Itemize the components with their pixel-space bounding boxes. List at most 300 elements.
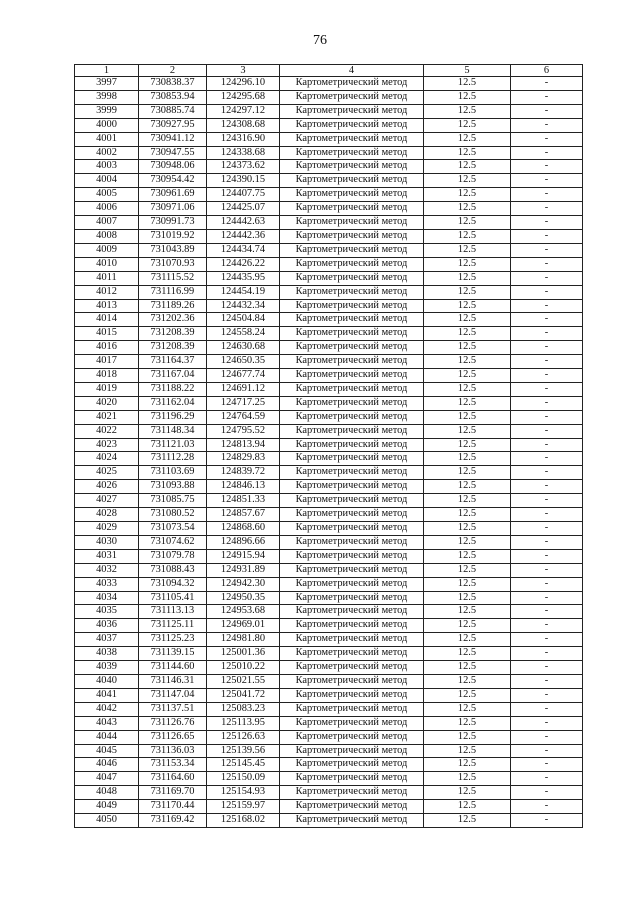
table-row <box>75 508 583 522</box>
table-cell: 124846.13 <box>207 480 280 494</box>
table-cell: 125010.22 <box>207 661 280 675</box>
table-cell: Картометрический метод <box>280 438 424 452</box>
table-cell: Картометрический метод <box>280 563 424 577</box>
table-cell: 730885.74 <box>139 104 207 118</box>
table-cell: 12.5 <box>424 77 511 91</box>
table-row <box>75 661 583 675</box>
table-cell: - <box>511 744 583 758</box>
table-cell: Картометрический метод <box>280 674 424 688</box>
table-cell: 12.5 <box>424 549 511 563</box>
table-cell: 731126.76 <box>139 716 207 730</box>
table-cell: - <box>511 633 583 647</box>
table-cell: 124839.72 <box>207 466 280 480</box>
table-cell: 124795.52 <box>207 424 280 438</box>
table-cell: - <box>511 466 583 480</box>
table-cell: 124764.59 <box>207 410 280 424</box>
table-cell: 12.5 <box>424 688 511 702</box>
table-cell: - <box>511 202 583 216</box>
column-header: 4 <box>280 65 424 77</box>
table-cell: 12.5 <box>424 661 511 675</box>
table-cell: 12.5 <box>424 146 511 160</box>
table-cell: 124296.10 <box>207 77 280 91</box>
table-row <box>75 688 583 702</box>
table-header-row <box>75 65 583 77</box>
table-cell: Картометрический метод <box>280 90 424 104</box>
table-row <box>75 563 583 577</box>
table-cell: 12.5 <box>424 800 511 814</box>
table-cell: 12.5 <box>424 313 511 327</box>
table-cell: - <box>511 160 583 174</box>
table-cell: 124295.68 <box>207 90 280 104</box>
table-row <box>75 271 583 285</box>
table-cell: 4042 <box>75 702 139 716</box>
table-row <box>75 410 583 424</box>
table-row <box>75 396 583 410</box>
table-cell: Картометрический метод <box>280 549 424 563</box>
table-cell: 4004 <box>75 174 139 188</box>
table-cell: - <box>511 549 583 563</box>
table-cell: 124942.30 <box>207 577 280 591</box>
table-cell: 124717.25 <box>207 396 280 410</box>
table-cell: 731189.26 <box>139 299 207 313</box>
table-cell: 731147.04 <box>139 688 207 702</box>
table-cell: 731073.54 <box>139 522 207 536</box>
table-cell: Картометрический метод <box>280 104 424 118</box>
table-cell: 4036 <box>75 619 139 633</box>
table-row <box>75 772 583 786</box>
table-cell: 12.5 <box>424 702 511 716</box>
table-row <box>75 382 583 396</box>
table-cell: 124915.94 <box>207 549 280 563</box>
table-cell: Картометрический метод <box>280 285 424 299</box>
table-cell: 12.5 <box>424 480 511 494</box>
table-cell: 12.5 <box>424 716 511 730</box>
column-header: 6 <box>511 65 583 77</box>
table-row <box>75 355 583 369</box>
table-cell: 4001 <box>75 132 139 146</box>
table-row <box>75 313 583 327</box>
table-row <box>75 452 583 466</box>
table-cell: Картометрический метод <box>280 466 424 480</box>
table-cell: 4038 <box>75 647 139 661</box>
table-cell: 4019 <box>75 382 139 396</box>
table-cell: Картометрический метод <box>280 202 424 216</box>
table-cell: Картометрический метод <box>280 77 424 91</box>
table-cell: 124896.66 <box>207 535 280 549</box>
table-cell: 4025 <box>75 466 139 480</box>
table-cell: 731070.93 <box>139 257 207 271</box>
table-row <box>75 814 583 828</box>
table-cell: - <box>511 271 583 285</box>
table-cell: Картометрический метод <box>280 522 424 536</box>
table-cell: 730954.42 <box>139 174 207 188</box>
table-cell: 731019.92 <box>139 229 207 243</box>
table-cell: 12.5 <box>424 674 511 688</box>
table-cell: - <box>511 730 583 744</box>
table-cell: 731074.62 <box>139 535 207 549</box>
table-cell: 730927.95 <box>139 118 207 132</box>
table-row <box>75 591 583 605</box>
table-cell: Картометрический метод <box>280 369 424 383</box>
table-cell: - <box>511 619 583 633</box>
table-cell: 4043 <box>75 716 139 730</box>
table-cell: Картометрический метод <box>280 355 424 369</box>
table-cell: 731103.69 <box>139 466 207 480</box>
table-cell: 125083.23 <box>207 702 280 716</box>
table-cell: 12.5 <box>424 508 511 522</box>
table-cell: 12.5 <box>424 772 511 786</box>
table-cell: Картометрический метод <box>280 800 424 814</box>
page-number: 76 <box>313 33 327 48</box>
table-row <box>75 702 583 716</box>
table-cell: 731116.99 <box>139 285 207 299</box>
table-cell: 12.5 <box>424 257 511 271</box>
table-cell: - <box>511 786 583 800</box>
table-cell: 12.5 <box>424 243 511 257</box>
table-cell: 731169.42 <box>139 814 207 828</box>
table-cell: 12.5 <box>424 132 511 146</box>
table-cell: Картометрический метод <box>280 257 424 271</box>
table-cell: 731148.34 <box>139 424 207 438</box>
table-cell: 12.5 <box>424 202 511 216</box>
table-cell: 12.5 <box>424 786 511 800</box>
table-cell: Картометрический метод <box>280 688 424 702</box>
table-cell: 12.5 <box>424 577 511 591</box>
table-cell: 12.5 <box>424 355 511 369</box>
table-row <box>75 549 583 563</box>
table-cell: 12.5 <box>424 730 511 744</box>
table-cell: 12.5 <box>424 494 511 508</box>
table-cell: 12.5 <box>424 229 511 243</box>
table-cell: Картометрический метод <box>280 508 424 522</box>
table-cell: 731112.28 <box>139 452 207 466</box>
table-cell: 124851.33 <box>207 494 280 508</box>
table-row <box>75 327 583 341</box>
table-cell: Картометрический метод <box>280 772 424 786</box>
table-cell: 124868.60 <box>207 522 280 536</box>
table-cell: 4017 <box>75 355 139 369</box>
table-cell: 12.5 <box>424 535 511 549</box>
table-cell: 731208.39 <box>139 327 207 341</box>
table-cell: 4039 <box>75 661 139 675</box>
table-cell: 4046 <box>75 758 139 772</box>
table-cell: 124950.35 <box>207 591 280 605</box>
table-cell: Картометрический метод <box>280 633 424 647</box>
table-cell: 124813.94 <box>207 438 280 452</box>
table-cell: Картометрический метод <box>280 216 424 230</box>
table-row <box>75 535 583 549</box>
table-row <box>75 800 583 814</box>
table-cell: 731144.60 <box>139 661 207 675</box>
table-cell: 731153.34 <box>139 758 207 772</box>
table-cell: 4044 <box>75 730 139 744</box>
table-cell: 731162.04 <box>139 396 207 410</box>
table-cell: 124504.84 <box>207 313 280 327</box>
table-cell: 4021 <box>75 410 139 424</box>
table-cell: 4013 <box>75 299 139 313</box>
table-cell: Картометрический метод <box>280 382 424 396</box>
table-cell: - <box>511 216 583 230</box>
table-cell: 731146.31 <box>139 674 207 688</box>
table-cell: Картометрический метод <box>280 730 424 744</box>
table-cell: 125145.45 <box>207 758 280 772</box>
table-cell: 124691.12 <box>207 382 280 396</box>
table-cell: 731188.22 <box>139 382 207 396</box>
table-cell: Картометрический метод <box>280 132 424 146</box>
table-cell: - <box>511 313 583 327</box>
table-cell: - <box>511 188 583 202</box>
table-cell: - <box>511 702 583 716</box>
table-cell: 4040 <box>75 674 139 688</box>
table-cell: - <box>511 146 583 160</box>
column-header: 5 <box>424 65 511 77</box>
table-cell: 12.5 <box>424 633 511 647</box>
table-row <box>75 744 583 758</box>
table-cell: Картометрический метод <box>280 591 424 605</box>
table-cell: - <box>511 424 583 438</box>
table-cell: Картометрический метод <box>280 647 424 661</box>
table-cell: 731125.23 <box>139 633 207 647</box>
table-cell: Картометрический метод <box>280 188 424 202</box>
table-cell: 124432.34 <box>207 299 280 313</box>
table-cell: 4024 <box>75 452 139 466</box>
table-cell: 12.5 <box>424 369 511 383</box>
table-row <box>75 619 583 633</box>
table-cell: 4028 <box>75 508 139 522</box>
table-cell: 12.5 <box>424 382 511 396</box>
table-cell: 731125.11 <box>139 619 207 633</box>
table-cell: 4049 <box>75 800 139 814</box>
table-cell: - <box>511 758 583 772</box>
table-cell: 4018 <box>75 369 139 383</box>
table-cell: Картометрический метод <box>280 452 424 466</box>
table-cell: 4020 <box>75 396 139 410</box>
table-cell: Картометрический метод <box>280 758 424 772</box>
table-cell: - <box>511 591 583 605</box>
table-row <box>75 257 583 271</box>
table-cell: 4000 <box>75 118 139 132</box>
table-cell: 125139.56 <box>207 744 280 758</box>
table-cell: 12.5 <box>424 647 511 661</box>
table-cell: 4014 <box>75 313 139 327</box>
table-cell: Картометрический метод <box>280 341 424 355</box>
table-cell: - <box>511 438 583 452</box>
table-cell: 4006 <box>75 202 139 216</box>
table-cell: Картометрический метод <box>280 661 424 675</box>
table-cell: - <box>511 90 583 104</box>
table-cell: 124981.80 <box>207 633 280 647</box>
table-cell: 4048 <box>75 786 139 800</box>
table-cell: 731164.37 <box>139 355 207 369</box>
table-cell: 731115.52 <box>139 271 207 285</box>
table-cell: 125154.93 <box>207 786 280 800</box>
table-cell: - <box>511 355 583 369</box>
table-cell: 4009 <box>75 243 139 257</box>
table-cell: - <box>511 174 583 188</box>
table-cell: - <box>511 674 583 688</box>
table-cell: 12.5 <box>424 160 511 174</box>
table-cell: 4016 <box>75 341 139 355</box>
table-row <box>75 229 583 243</box>
table-row <box>75 104 583 118</box>
table-cell: 12.5 <box>424 104 511 118</box>
table-cell: 4045 <box>75 744 139 758</box>
table-cell: - <box>511 341 583 355</box>
table-cell: 12.5 <box>424 327 511 341</box>
table-cell: 125159.97 <box>207 800 280 814</box>
table-cell: - <box>511 382 583 396</box>
table-cell: 124931.89 <box>207 563 280 577</box>
table-cell: 125150.09 <box>207 772 280 786</box>
table-cell: 731164.60 <box>139 772 207 786</box>
table-cell: 4007 <box>75 216 139 230</box>
table-cell: 4008 <box>75 229 139 243</box>
table-cell: 12.5 <box>424 118 511 132</box>
table-cell: 4047 <box>75 772 139 786</box>
table-cell: Картометрический метод <box>280 577 424 591</box>
table-cell: - <box>511 104 583 118</box>
table-cell: 124297.12 <box>207 104 280 118</box>
table-cell: 4010 <box>75 257 139 271</box>
table-cell: 124953.68 <box>207 605 280 619</box>
coordinates-table <box>74 64 583 828</box>
table-cell: Картометрический метод <box>280 716 424 730</box>
table-cell: Картометрический метод <box>280 410 424 424</box>
table-cell: 12.5 <box>424 90 511 104</box>
table-cell: - <box>511 494 583 508</box>
table-cell: Картометрический метод <box>280 424 424 438</box>
table-cell: 4011 <box>75 271 139 285</box>
table-cell: 124426.22 <box>207 257 280 271</box>
table-cell: 124442.63 <box>207 216 280 230</box>
table-cell: - <box>511 77 583 91</box>
table-row <box>75 758 583 772</box>
table-cell: 4002 <box>75 146 139 160</box>
table-cell: 12.5 <box>424 619 511 633</box>
table-row <box>75 605 583 619</box>
table-cell: 12.5 <box>424 591 511 605</box>
table-cell: - <box>511 647 583 661</box>
table-cell: 12.5 <box>424 396 511 410</box>
table-cell: Картометрический метод <box>280 494 424 508</box>
table-cell: 731085.75 <box>139 494 207 508</box>
column-header: 2 <box>139 65 207 77</box>
table-cell: Картометрический метод <box>280 480 424 494</box>
table-cell: 124435.95 <box>207 271 280 285</box>
table-cell: - <box>511 563 583 577</box>
table-cell: Картометрический метод <box>280 327 424 341</box>
table-cell: 124434.74 <box>207 243 280 257</box>
table-row <box>75 786 583 800</box>
table-cell: Картометрический метод <box>280 605 424 619</box>
table-cell: Картометрический метод <box>280 744 424 758</box>
table-cell: 731079.78 <box>139 549 207 563</box>
table-cell: 12.5 <box>424 744 511 758</box>
table-cell: 4037 <box>75 633 139 647</box>
table-cell: 731113.13 <box>139 605 207 619</box>
table-row <box>75 647 583 661</box>
table-cell: 4034 <box>75 591 139 605</box>
table-cell: Картометрический метод <box>280 229 424 243</box>
table-cell: - <box>511 132 583 146</box>
table-cell: 125041.72 <box>207 688 280 702</box>
table-cell: 4026 <box>75 480 139 494</box>
table-cell: - <box>511 396 583 410</box>
table-cell: 124454.19 <box>207 285 280 299</box>
table-cell: 4050 <box>75 814 139 828</box>
table-cell: Картометрический метод <box>280 619 424 633</box>
table-cell: 731105.41 <box>139 591 207 605</box>
table-cell: - <box>511 577 583 591</box>
table-cell: 12.5 <box>424 174 511 188</box>
table-cell: 731121.03 <box>139 438 207 452</box>
table-cell: 12.5 <box>424 466 511 480</box>
table-cell: 12.5 <box>424 341 511 355</box>
table-cell: 731139.15 <box>139 647 207 661</box>
table-cell: Картометрический метод <box>280 146 424 160</box>
table-cell: - <box>511 508 583 522</box>
table-row <box>75 674 583 688</box>
table-cell: 730971.06 <box>139 202 207 216</box>
table-cell: 4023 <box>75 438 139 452</box>
table-row <box>75 716 583 730</box>
table-cell: - <box>511 661 583 675</box>
table-cell: 731094.32 <box>139 577 207 591</box>
table-cell: 4022 <box>75 424 139 438</box>
table-cell: 731126.65 <box>139 730 207 744</box>
table-cell: - <box>511 257 583 271</box>
table-cell: Картометрический метод <box>280 299 424 313</box>
table-row <box>75 118 583 132</box>
table-cell: 12.5 <box>424 424 511 438</box>
table-cell: - <box>511 480 583 494</box>
table-cell: - <box>511 285 583 299</box>
table-cell: 731137.51 <box>139 702 207 716</box>
table-row <box>75 188 583 202</box>
table-cell: 730838.37 <box>139 77 207 91</box>
table-cell: 4031 <box>75 549 139 563</box>
table-cell: 125168.02 <box>207 814 280 828</box>
table-cell: 3998 <box>75 90 139 104</box>
table-row <box>75 466 583 480</box>
table-cell: 12.5 <box>424 299 511 313</box>
table-cell: 4027 <box>75 494 139 508</box>
table-body <box>75 77 583 828</box>
table-cell: 124373.62 <box>207 160 280 174</box>
table-cell: 731093.88 <box>139 480 207 494</box>
table-cell: 124969.01 <box>207 619 280 633</box>
table-cell: 4015 <box>75 327 139 341</box>
table-cell: Картометрический метод <box>280 786 424 800</box>
table-cell: - <box>511 118 583 132</box>
table-row <box>75 285 583 299</box>
table-cell: 12.5 <box>424 452 511 466</box>
table-row <box>75 299 583 313</box>
table-row <box>75 341 583 355</box>
table-cell: 3999 <box>75 104 139 118</box>
table-cell: 12.5 <box>424 522 511 536</box>
table-row <box>75 174 583 188</box>
table-row <box>75 132 583 146</box>
table-row <box>75 424 583 438</box>
table-cell: 731080.52 <box>139 508 207 522</box>
table-cell: - <box>511 410 583 424</box>
table-cell: - <box>511 535 583 549</box>
table-cell: - <box>511 605 583 619</box>
table-cell: 731170.44 <box>139 800 207 814</box>
table-cell: 124425.07 <box>207 202 280 216</box>
table-cell: 12.5 <box>424 285 511 299</box>
